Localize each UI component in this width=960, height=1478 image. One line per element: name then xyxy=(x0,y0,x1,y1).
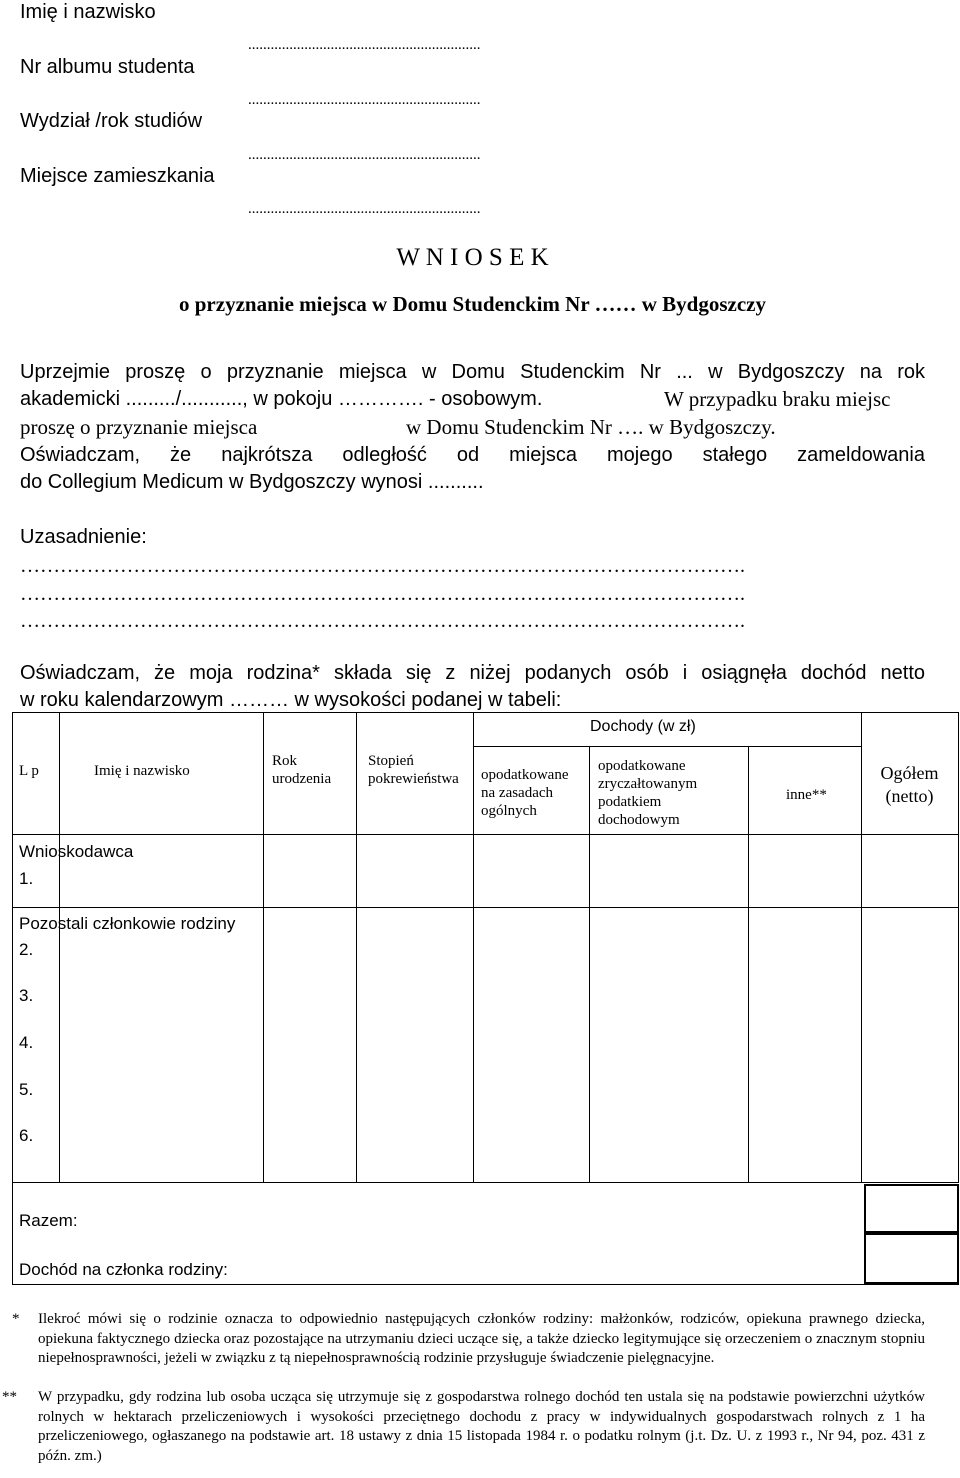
residence-dots[interactable]: .............................................................. xyxy=(248,201,481,217)
col-total-2: (netto) xyxy=(885,786,934,806)
col-year-1: Rok xyxy=(272,753,298,769)
document-title: W N I O S E K xyxy=(396,244,549,271)
row-6-number: 6. xyxy=(19,1126,34,1145)
faculty-label: Wydział /rok studiów xyxy=(20,110,203,132)
col-total-1: Ogółem xyxy=(880,763,939,783)
col-flat-2: zryczałtowanym xyxy=(598,776,698,792)
body-line-5: do Collegium Medicum w Bydgoszczy wynosi .......... xyxy=(20,471,484,493)
footnote-2-mark: ** xyxy=(2,1389,17,1405)
row-1-number: 1. xyxy=(19,869,34,888)
name-label: Imię i nazwisko xyxy=(20,1,156,23)
body-line-3a: proszę o przyznanie miejsca xyxy=(20,415,258,439)
col-general-1: opodatkowane xyxy=(481,767,569,783)
row-3-number: 3. xyxy=(19,986,34,1005)
family-statement-line-2: w roku kalendarzowym ……… w wysokości podanej w tabeli: xyxy=(20,689,562,711)
justification-line-3[interactable]: ………………………………………………………………………………………………. xyxy=(20,610,745,632)
footnote-1-mark: * xyxy=(12,1311,20,1327)
others-label: Pozostali członkowie rodziny xyxy=(19,914,236,933)
col-flat-3: podatkiem xyxy=(598,794,662,810)
applicant-label: Wnioskodawca xyxy=(19,842,134,861)
body-line-2b: W przypadku braku miejsc xyxy=(664,387,891,411)
row-2-number: 2. xyxy=(19,940,34,959)
income-header: Dochody (w zł) xyxy=(590,718,696,735)
total-box[interactable] xyxy=(864,1184,959,1233)
col-general-3: ogólnych xyxy=(481,803,537,819)
col-other: inne** xyxy=(786,787,827,803)
faculty-dots[interactable]: .............................................................. xyxy=(248,147,481,163)
body-line-3b: w Domu Studenckim Nr …. w Bydgoszczy. xyxy=(406,415,776,439)
per-member-box[interactable] xyxy=(864,1233,959,1284)
residence-label: Miejsce zamieszkania xyxy=(20,165,215,187)
row-4-number: 4. xyxy=(19,1033,34,1052)
col-degree-2: pokrewieństwa xyxy=(368,771,459,787)
album-label: Nr albumu studenta xyxy=(20,56,195,78)
body-line-2a: akademicki ........./..........., w pokoju …………. - osobowym. xyxy=(20,388,543,410)
body-line-4: Oświadczam, że najkrótsza odległość od miejsca mojego stałego zameldowania xyxy=(20,444,925,466)
justification-line-1[interactable]: ………………………………………………………………………………………………. xyxy=(20,555,745,577)
footnote-1-text: Ilekroć mówi się o rodzinie oznacza to odpowiednio następujących członków rodziny: małżonków, rodziców, opiekuna prawnego dziecka, opiekuna faktycznego dziecka oraz pozostające na utrzymaniu dzieci uczące się, a także dziecko legitymujące się orzeczeniem o znacznym stopniu niepełnosprawności, jeżeli w związku z tą niepełnosprawnością rodzinie przysługuje świadczenie pielęgnacyjne. xyxy=(38,1311,925,1366)
col-flat-4: dochodowym xyxy=(598,812,680,828)
body-line-1: Uprzejmie proszę o przyznanie miejsca w Domu Studenckim Nr ... w Bydgoszczy na rok xyxy=(20,361,925,383)
total-label: Razem: xyxy=(19,1211,78,1230)
col-flat-1: opodatkowane xyxy=(598,758,686,774)
col-general-2: na zasadach xyxy=(481,785,554,801)
album-dots[interactable]: .............................................................. xyxy=(248,92,481,108)
col-name: Imię i nazwisko xyxy=(94,763,190,779)
justification-line-2[interactable]: ………………………………………………………………………………………………. xyxy=(20,583,745,605)
per-member-label: Dochód na członka rodziny: xyxy=(19,1260,228,1279)
col-degree-1: Stopień xyxy=(368,753,414,769)
family-statement-line-1: Oświadczam, że moja rodzina* składa się z niżej podanych osób i osiągnęła dochód netto xyxy=(20,662,925,684)
document-subtitle: o przyznanie miejsca w Domu Studenckim Nr …… w Bydgoszczy xyxy=(179,292,766,316)
row-5-number: 5. xyxy=(19,1080,34,1099)
col-lp: L p xyxy=(19,763,39,779)
footnote-2-text: W przypadku, gdy rodzina lub osoba ucząca się utrzymuje się z gospodarstwa rolnego dochód ten ustala się na podstawie powierzchni użytków rolnych w hektarach przeliczeniowych i wysokości przeciętnego dochodu z pracy w indywidualnych gospodarstwach rolnych z 1 ha przeliczeniowego, ogłaszanego na podstawie art. 18 ustawy z dnia 15 listopada 1984 r. o podatku rolnym (j.t. Dz. U. z 1993 r., Nr 94, poz. 431 z późn. zm.) xyxy=(38,1389,925,1464)
name-dots[interactable]: .............................................................. xyxy=(248,37,481,53)
justification-label: Uzasadnienie: xyxy=(20,526,147,548)
col-year-2: urodzenia xyxy=(272,771,332,787)
